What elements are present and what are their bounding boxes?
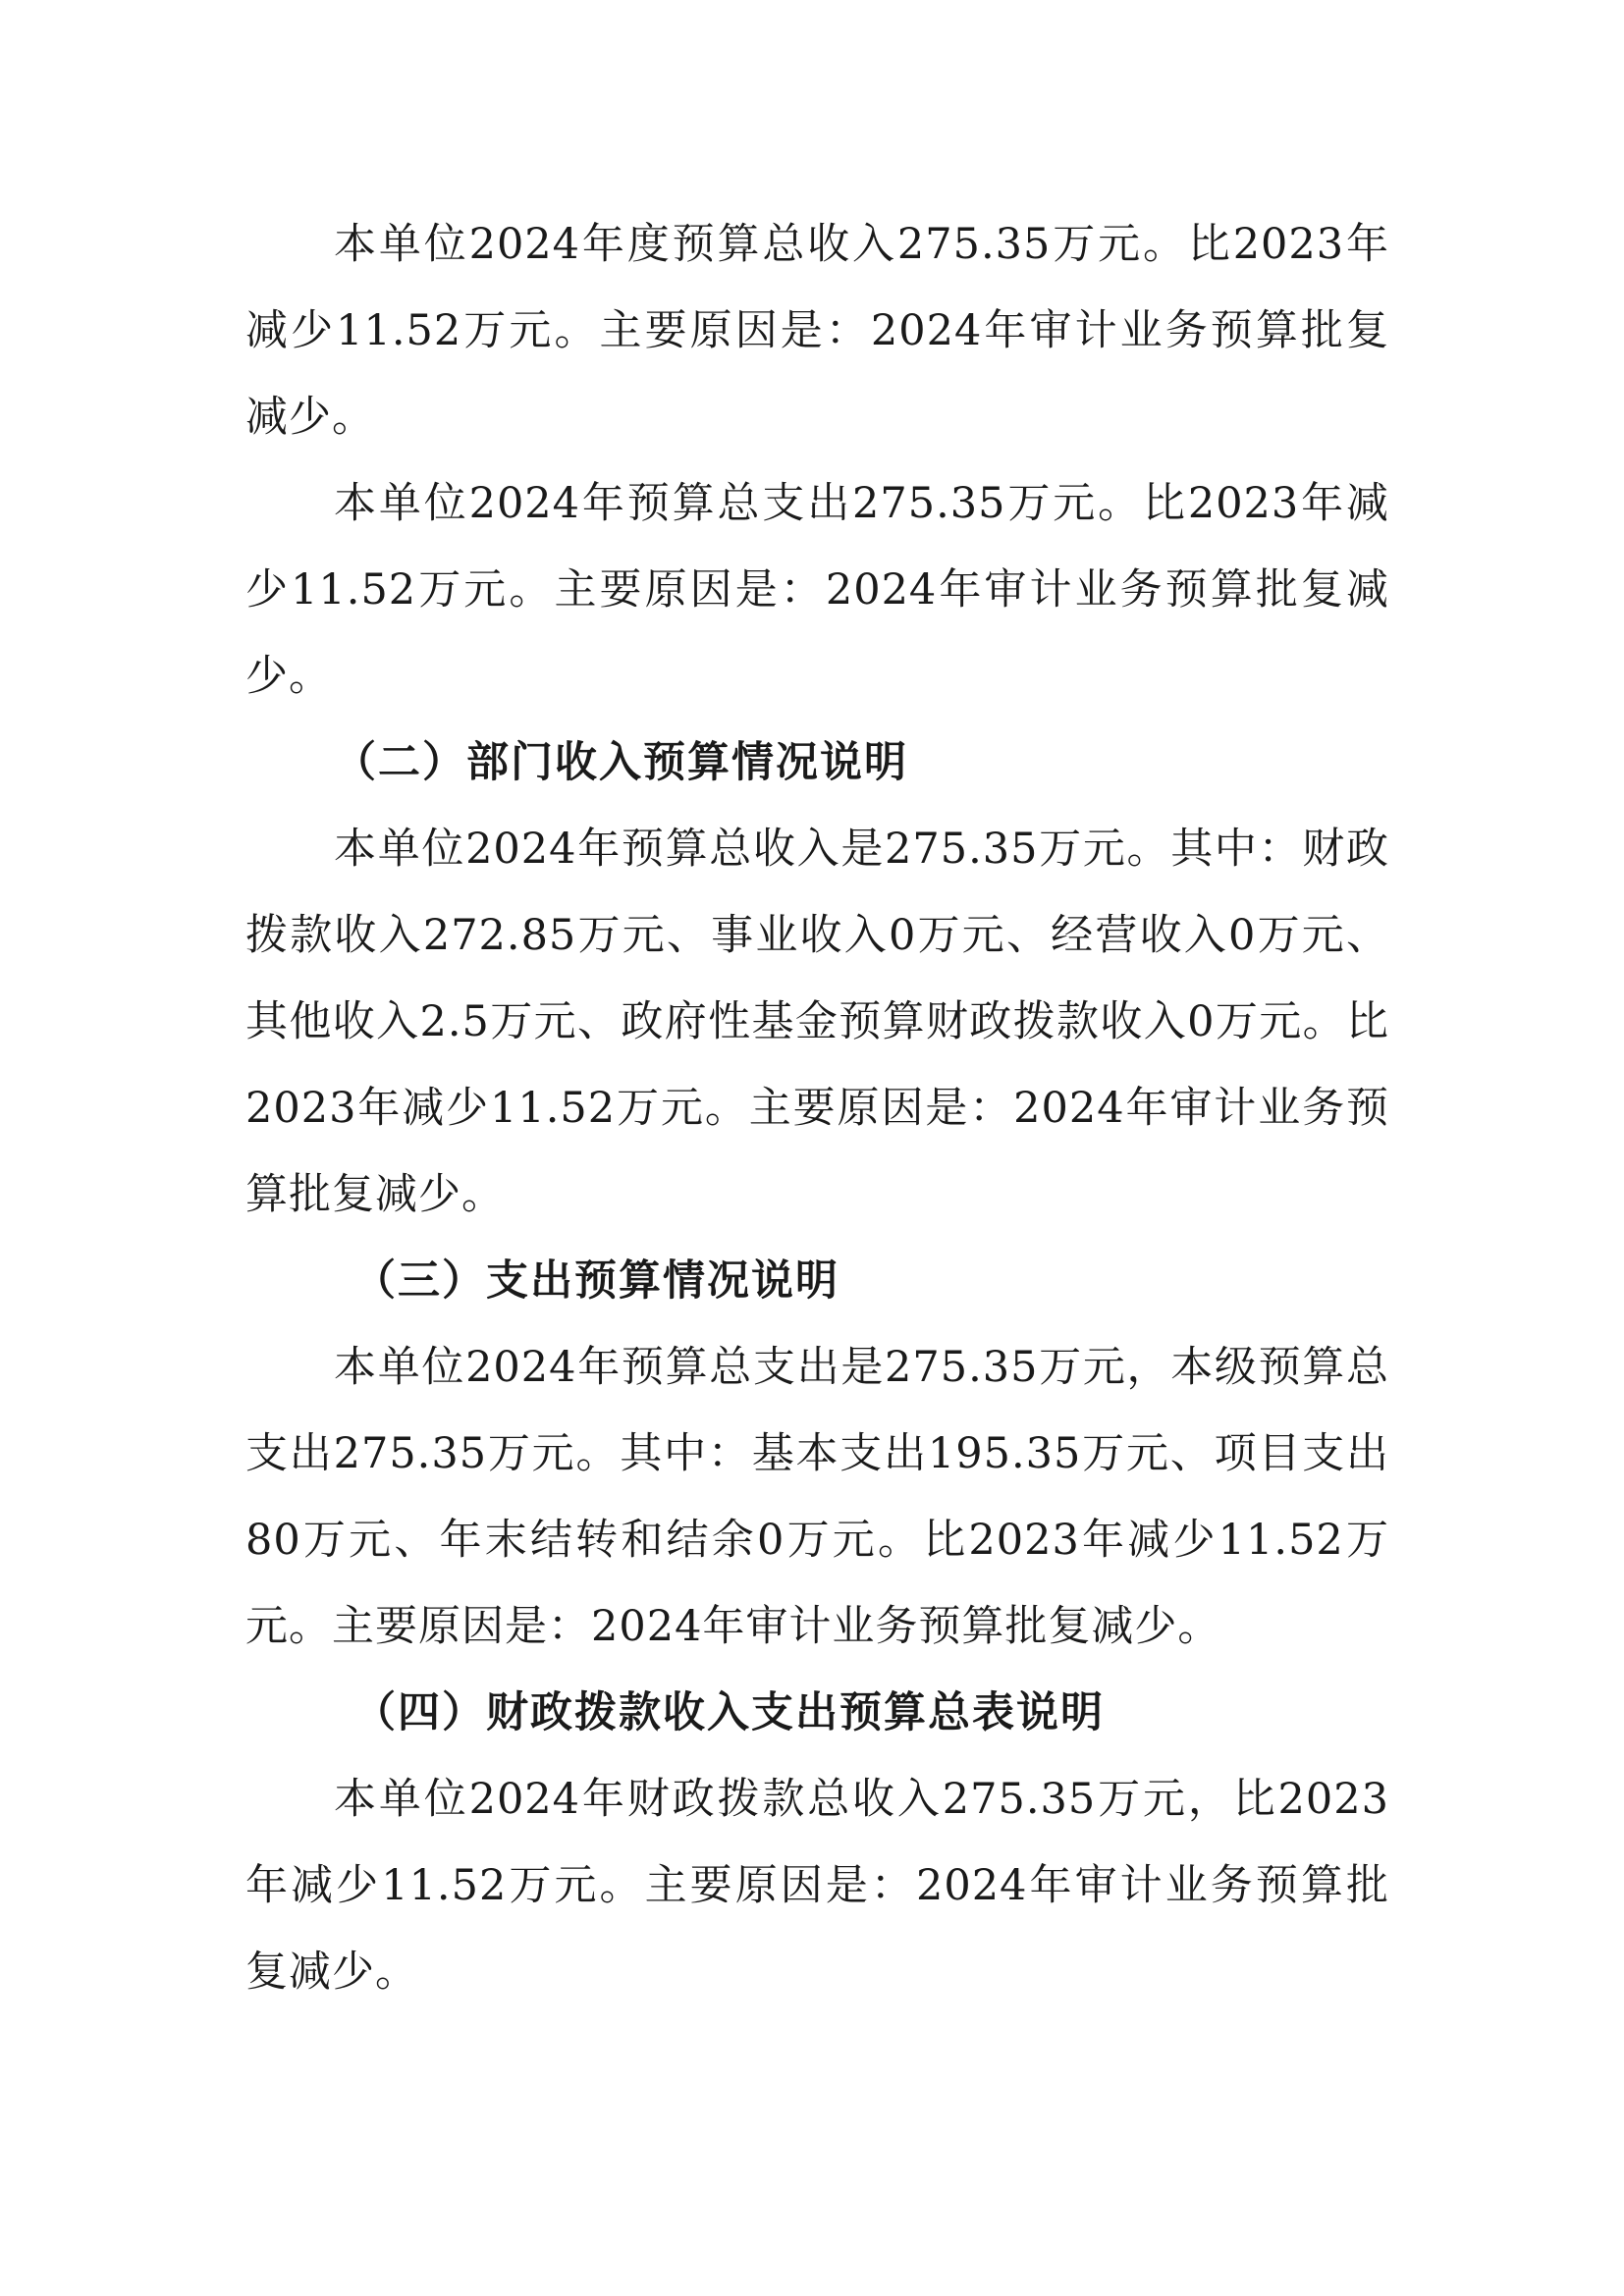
paragraph-income-detail: 本单位2024年预算总收入是275.35万元。其中：财政拨款收入272.85万元、事业收入0万元、经营收入0万元、其他收入2.5万元、政府性基金预算财政拨款收入0万元。比2023年减少11.52万元。主要原因是：2024年审计业务预算批复减少。 <box>245 825 1389 1219</box>
section-heading-fiscal-summary: （四）财政拨款收入支出预算总表说明 <box>353 1688 1105 1737</box>
paragraph-fiscal-summary: 本单位2024年财政拨款总收入275.35万元，比2023年减少11.52万元。主要原因是：2024年审计业务预算批复减少。 <box>245 1775 1389 1997</box>
section-heading-expenditure: （三）支出预算情况说明 <box>353 1256 839 1306</box>
paragraph-total-income: 本单位2024年度预算总收入275.35万元。比2023年减少11.52万元。主要原因是：2024年审计业务预算批复减少。 <box>245 220 1389 442</box>
paragraph-total-expenditure: 本单位2024年预算总支出275.35万元。比2023年减少11.52万元。主要原因是：2024年审计业务预算批复减少。 <box>245 479 1389 701</box>
paragraph-expenditure-detail: 本单位2024年预算总支出是275.35万元，本级预算总支出275.35万元。其中：基本支出195.35万元、项目支出80万元、年末结转和结余0万元。比2023年减少11.52万元。主要原因是：2024年审计业务预算批复减少。 <box>245 1343 1389 1651</box>
section-heading-income: （二）部门收入预算情况说明 <box>334 738 908 787</box>
document-body <box>245 201 1389 2015</box>
